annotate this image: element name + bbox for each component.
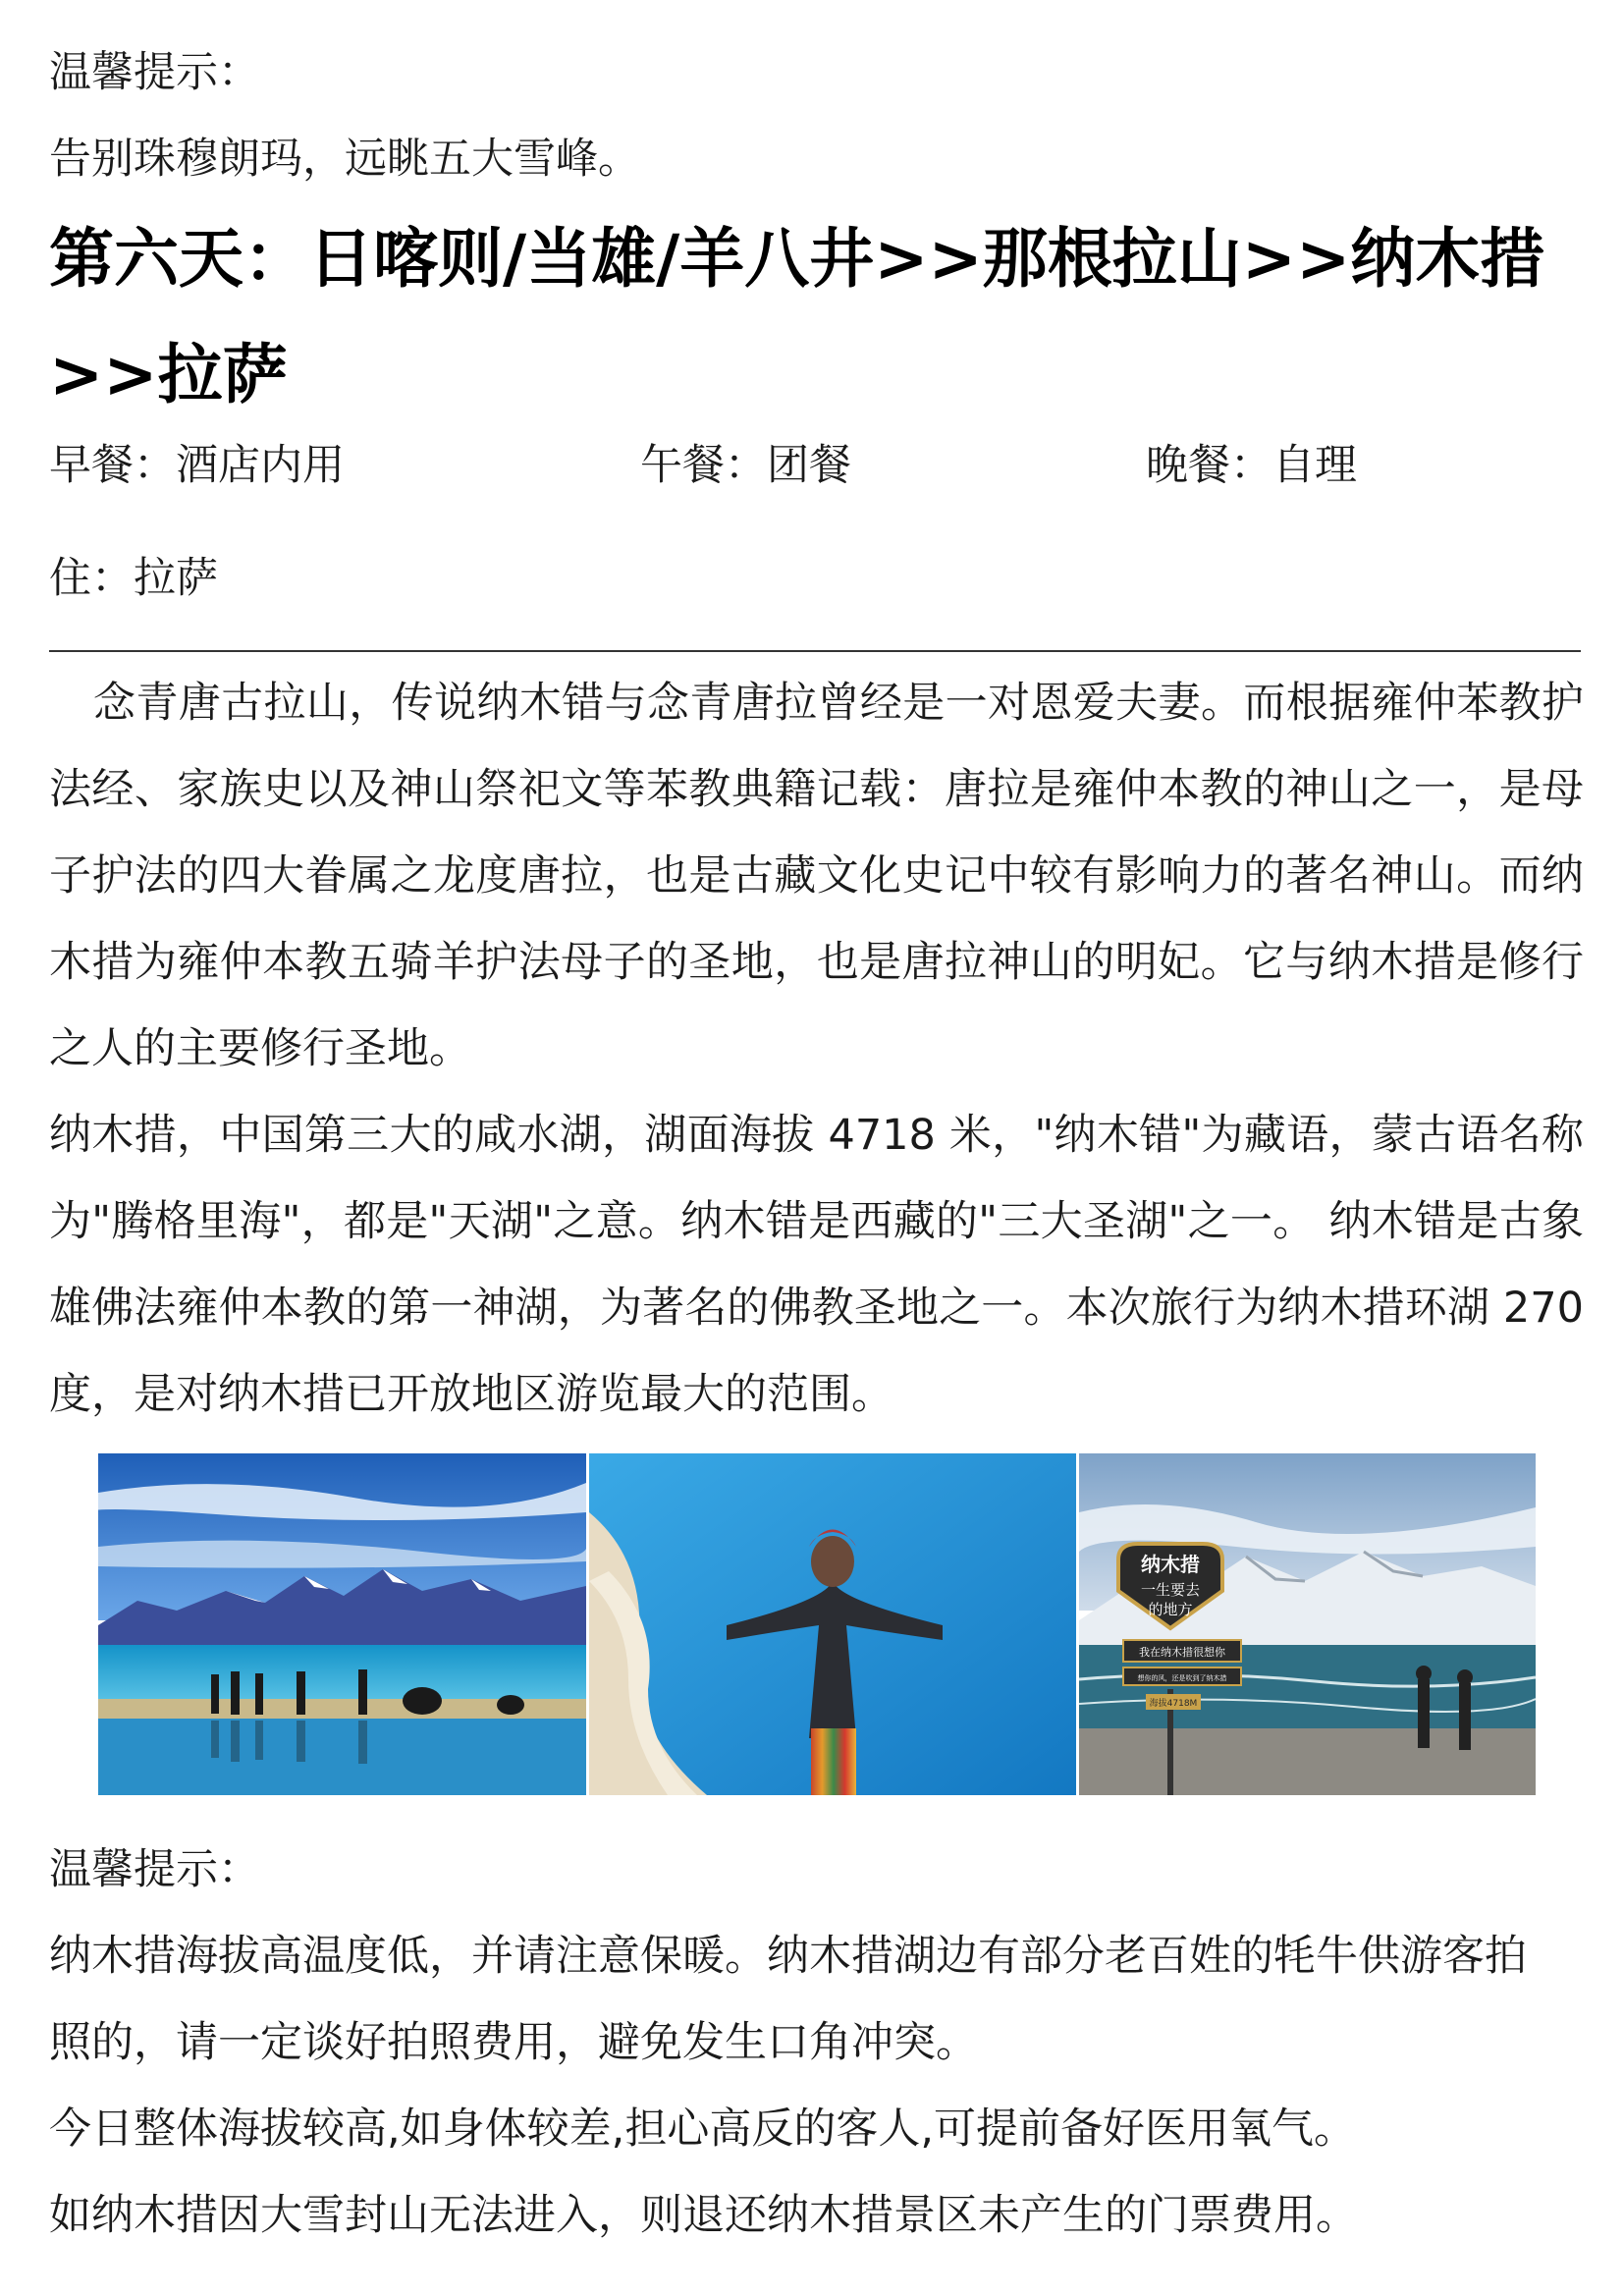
sign-banner: 我在纳木措很想你	[1139, 1646, 1225, 1659]
photo-traveler-arms-open	[589, 1453, 1076, 1795]
sign-line2: 的地方	[1148, 1601, 1193, 1618]
prev-notice-line: 告别珠穆朗玛，远眺五大雪峰。	[49, 135, 640, 184]
tip-line: 纳木措海拔高温度低，并请注意保暖。纳木措湖边有部分老百姓的牦牛供游客拍	[49, 1932, 1527, 1981]
sign-title: 纳木措	[1141, 1553, 1200, 1576]
paragraph-nyenchen-tanglha: 念青唐古拉山，传说纳木错与念青唐拉曾经是一对恩爱夫妻。而根据雍仲苯教护法经、家族史以及神山祭祀文等苯教典籍记载：唐拉是雍仲本教的神山之一，是母子护法的四大眷属之龙度唐拉，也是古藏文化史记中较有影响力的著名神山。而纳木措为雍仲本教五骑羊护法母子的圣地，也是唐拉神山的明妃。它与纳木措是修行之人的主要修行圣地。	[49, 679, 1584, 1073]
photo-namtso-sign	[1079, 1453, 1536, 1795]
day-title: 第六天：日喀则/当雄/羊八井>>那根拉山>>纳木措>>拉萨	[49, 221, 1545, 412]
photo-namtso-lakeshore	[98, 1453, 586, 1795]
meal-dinner: 晚餐：自理	[1146, 441, 1357, 490]
tip-line: 今日整体海拔较高,如身体较差,担心高反的客人,可提前备好医用氧气。	[49, 2105, 1357, 2154]
meal-lunch: 午餐：团餐	[640, 441, 851, 490]
meal-breakfast: 早餐：酒店内用	[49, 441, 345, 490]
lodging: 住：拉萨	[49, 554, 218, 603]
prev-notice-label: 温馨提示：	[49, 48, 260, 97]
paragraph-namtso: 纳木措，中国第三大的咸水湖，湖面海拔 4718 米，"纳木错"为藏语，蒙古语名称为"腾格里海"，都是"天湖"之意。纳木错是西藏的"三大圣湖"之一。 纳木错是古象雄佛法雍仲本教的第一神湖，为著名的佛教圣地之一。本次旅行为纳木措环湖 270 度，是对纳木措已开放地区游览最大的范围。	[49, 1111, 1584, 1419]
tip-line: 如纳木措因大雪封山无法进入，则退还纳木措景区未产生的门票费用。	[49, 2191, 1358, 2240]
sign-altitude: 海拔4718M	[1149, 1699, 1198, 1709]
sign-line1: 一生要去	[1140, 1581, 1201, 1599]
sign-small-text: 想你的风，还是吹到了纳木措	[1137, 1674, 1227, 1682]
tips-label: 温馨提示：	[49, 1845, 260, 1894]
tip-line: 照的，请一定谈好拍照费用，避免发生口角冲突。	[49, 2018, 978, 2067]
divider-line	[49, 650, 1581, 652]
